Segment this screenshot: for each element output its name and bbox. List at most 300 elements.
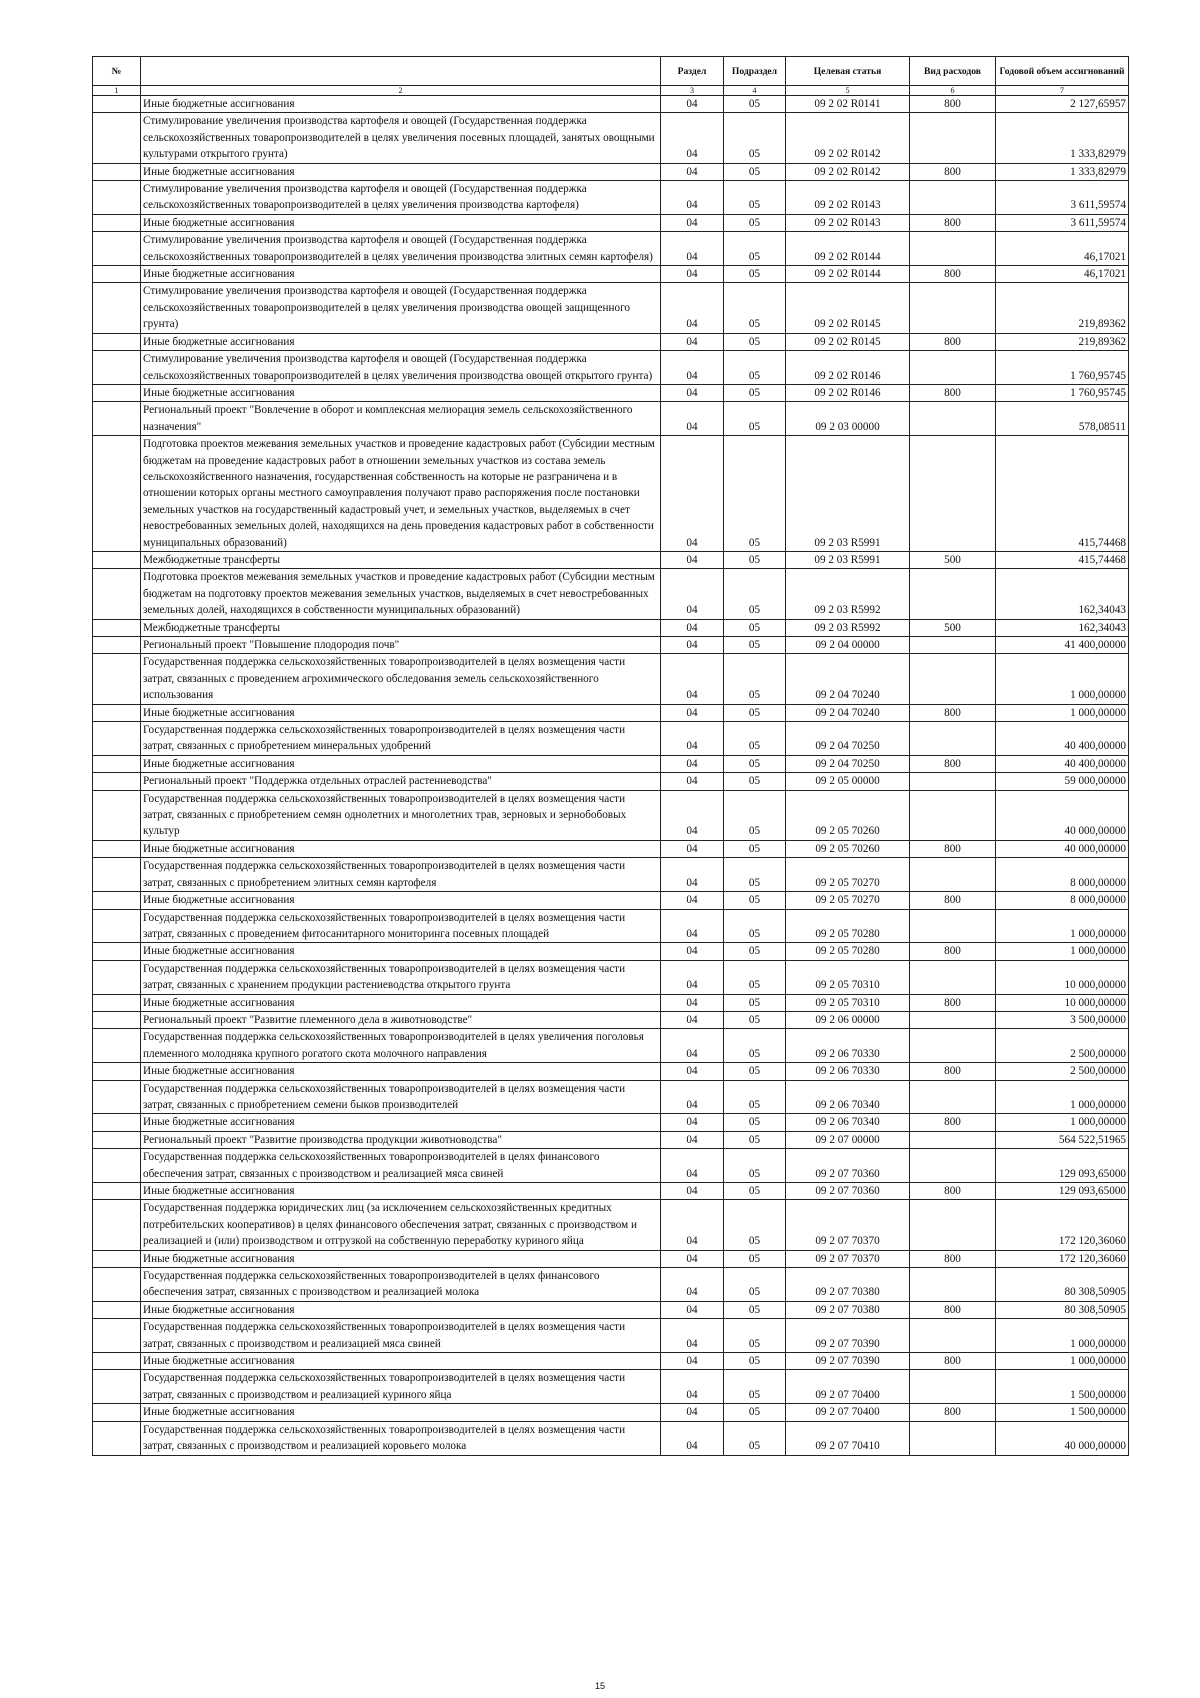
amount-cell: 8 000,00000: [996, 892, 1129, 909]
target-article-cell: 09 2 02 R0145: [786, 283, 910, 333]
row-number-cell: [93, 113, 141, 163]
amount-cell: 2 127,65957: [996, 96, 1129, 113]
podrazdel-cell: 05: [724, 551, 786, 568]
row-number-cell: [93, 755, 141, 772]
expense-type-cell: [910, 1131, 996, 1148]
table-row: [93, 333, 1129, 350]
target-article-cell: 09 2 02 R0141: [786, 96, 910, 113]
podrazdel-cell: 05: [724, 722, 786, 756]
table-row: [93, 790, 1129, 840]
amount-cell: 219,89362: [996, 283, 1129, 333]
expense-type-cell: [910, 790, 996, 840]
amount-cell: 129 093,65000: [996, 1183, 1129, 1200]
podrazdel-cell: 05: [724, 840, 786, 857]
expense-type-cell: 800: [910, 96, 996, 113]
description-cell: Иные бюджетные ассигнования: [141, 266, 661, 283]
target-article-cell: 09 2 02 R0142: [786, 163, 910, 180]
target-article-cell: 09 2 05 70310: [786, 960, 910, 994]
razdel-cell: 04: [661, 637, 724, 654]
description-cell: Иные бюджетные ассигнования: [141, 1063, 661, 1080]
razdel-cell: 04: [661, 994, 724, 1011]
target-article-cell: 09 2 03 R5992: [786, 619, 910, 636]
description-cell: Стимулирование увеличения производства картофеля и овощей (Государственная поддержка сельскохозяйственных товаропроизводителей в целях увеличения производства картофеля): [141, 181, 661, 215]
row-number-cell: [93, 1183, 141, 1200]
target-article-cell: 09 2 04 70240: [786, 704, 910, 721]
row-number-cell: [93, 790, 141, 840]
razdel-cell: 04: [661, 1114, 724, 1131]
razdel-cell: 04: [661, 1301, 724, 1318]
row-number-cell: [93, 654, 141, 704]
row-number-cell: [93, 943, 141, 960]
podrazdel-cell: 05: [724, 1370, 786, 1404]
table-row: [93, 163, 1129, 180]
target-article-cell: 09 2 07 70400: [786, 1404, 910, 1421]
expense-type-cell: [910, 1319, 996, 1353]
amount-cell: 578,08511: [996, 402, 1129, 436]
table-row: [93, 96, 1129, 113]
razdel-cell: 04: [661, 619, 724, 636]
amount-cell: 1 000,00000: [996, 943, 1129, 960]
razdel-cell: 04: [661, 704, 724, 721]
row-number-cell: [93, 1319, 141, 1353]
amount-cell: 415,74468: [996, 551, 1129, 568]
column-number: 2: [141, 86, 661, 96]
amount-cell: 415,74468: [996, 436, 1129, 552]
column-number: 6: [910, 86, 996, 96]
row-number-cell: [93, 1114, 141, 1131]
table-row: [93, 960, 1129, 994]
row-number-cell: [93, 551, 141, 568]
header-razdel: Раздел: [661, 57, 724, 86]
expense-type-cell: [910, 351, 996, 385]
row-number-cell: [93, 994, 141, 1011]
razdel-cell: 04: [661, 960, 724, 994]
row-number-cell: [93, 1200, 141, 1250]
target-article-cell: 09 2 05 00000: [786, 773, 910, 790]
target-article-cell: 09 2 05 70270: [786, 858, 910, 892]
target-article-cell: 09 2 05 70280: [786, 943, 910, 960]
expense-type-cell: 800: [910, 163, 996, 180]
target-article-cell: 09 2 07 70390: [786, 1319, 910, 1353]
amount-cell: 59 000,00000: [996, 773, 1129, 790]
amount-cell: 46,17021: [996, 232, 1129, 266]
podrazdel-cell: 05: [724, 1353, 786, 1370]
row-number-cell: [93, 1011, 141, 1028]
expense-type-cell: 800: [910, 1063, 996, 1080]
podrazdel-cell: 05: [724, 1421, 786, 1455]
target-article-cell: 09 2 02 R0145: [786, 333, 910, 350]
amount-cell: 172 120,36060: [996, 1200, 1129, 1250]
table-row: [93, 1200, 1129, 1250]
column-number: 5: [786, 86, 910, 96]
expense-type-cell: [910, 232, 996, 266]
row-number-cell: [93, 840, 141, 857]
expense-type-cell: 500: [910, 619, 996, 636]
target-article-cell: 09 2 05 70280: [786, 909, 910, 943]
target-article-cell: 09 2 02 R0143: [786, 214, 910, 231]
description-cell: Подготовка проектов межевания земельных участков и проведение кадастровых работ (Субсидии местным бюджетам на подготовку проектов межевания земельных участков, выделяемых в счет невостребованных земельных долей, находящихся в собственности муниципальных образований): [141, 569, 661, 619]
razdel-cell: 04: [661, 1149, 724, 1183]
expense-type-cell: 800: [910, 994, 996, 1011]
description-cell: Государственная поддержка сельскохозяйственных товаропроизводителей в целях возмещения части затрат, связанных с производством и реализацией коровьего молока: [141, 1421, 661, 1455]
table-row: [93, 1319, 1129, 1353]
header-no: №: [93, 57, 141, 86]
description-cell: Иные бюджетные ассигнования: [141, 384, 661, 401]
expense-type-cell: [910, 960, 996, 994]
expense-type-cell: 500: [910, 551, 996, 568]
row-number-cell: [93, 283, 141, 333]
podrazdel-cell: 05: [724, 1149, 786, 1183]
description-cell: Государственная поддержка сельскохозяйственных товаропроизводителей в целях возмещения части затрат, связанных с проведением агрохимического обследования земель сельскохозяйственного использования: [141, 654, 661, 704]
description-cell: Стимулирование увеличения производства картофеля и овощей (Государственная поддержка сельскохозяйственных товаропроизводителей в целях увеличения производства элитных семян картофеля): [141, 232, 661, 266]
target-article-cell: 09 2 06 70330: [786, 1029, 910, 1063]
podrazdel-cell: 05: [724, 1268, 786, 1302]
podrazdel-cell: 05: [724, 1250, 786, 1267]
target-article-cell: 09 2 02 R0144: [786, 266, 910, 283]
row-number-cell: [93, 637, 141, 654]
amount-cell: 40 400,00000: [996, 755, 1129, 772]
podrazdel-cell: 05: [724, 351, 786, 385]
expense-type-cell: [910, 1029, 996, 1063]
table-row: [93, 773, 1129, 790]
header-target-article: Целевая статья: [786, 57, 910, 86]
amount-cell: 219,89362: [996, 333, 1129, 350]
table-row: [93, 1421, 1129, 1455]
column-number: 1: [93, 86, 141, 96]
description-cell: Межбюджетные трансферты: [141, 551, 661, 568]
podrazdel-cell: 05: [724, 402, 786, 436]
amount-cell: 10 000,00000: [996, 994, 1129, 1011]
table-row: [93, 1353, 1129, 1370]
razdel-cell: 04: [661, 790, 724, 840]
podrazdel-cell: 05: [724, 858, 786, 892]
amount-cell: 1 760,95745: [996, 351, 1129, 385]
podrazdel-cell: 05: [724, 1301, 786, 1318]
target-article-cell: 09 2 02 R0142: [786, 113, 910, 163]
razdel-cell: 04: [661, 1183, 724, 1200]
razdel-cell: 04: [661, 1080, 724, 1114]
razdel-cell: 04: [661, 840, 724, 857]
description-cell: Региональный проект "Развитие племенного дела в животноводстве": [141, 1011, 661, 1028]
expense-type-cell: [910, 858, 996, 892]
description-cell: Иные бюджетные ассигнования: [141, 333, 661, 350]
amount-cell: 1 000,00000: [996, 909, 1129, 943]
table-row: [93, 266, 1129, 283]
amount-cell: 1 000,00000: [996, 1114, 1129, 1131]
podrazdel-cell: 05: [724, 384, 786, 401]
expense-type-cell: [910, 654, 996, 704]
row-number-cell: [93, 1268, 141, 1302]
description-cell: Государственная поддержка сельскохозяйственных товаропроизводителей в целях возмещения части затрат, связанных с приобретением элитных семян картофеля: [141, 858, 661, 892]
table-row: [93, 436, 1129, 552]
razdel-cell: 04: [661, 1404, 724, 1421]
podrazdel-cell: 05: [724, 1131, 786, 1148]
podrazdel-cell: 05: [724, 892, 786, 909]
expense-type-cell: 800: [910, 1404, 996, 1421]
table-row: [93, 704, 1129, 721]
description-cell: Государственная поддержка юридических лиц (за исключением сельскохозяйственных кредитных потребительских кооперативов) в целях финансового обеспечения затрат, связанных с производством и реализацией и (или) производством и отгрузкой на собственную переработку куриного яйца: [141, 1200, 661, 1250]
podrazdel-cell: 05: [724, 1183, 786, 1200]
podrazdel-cell: 05: [724, 569, 786, 619]
description-cell: Региональный проект "Поддержка отдельных отраслей растениеводства": [141, 773, 661, 790]
table-row: [93, 1250, 1129, 1267]
amount-cell: 10 000,00000: [996, 960, 1129, 994]
row-number-cell: [93, 722, 141, 756]
target-article-cell: 09 2 07 70390: [786, 1353, 910, 1370]
expense-type-cell: [910, 1268, 996, 1302]
amount-cell: 3 500,00000: [996, 1011, 1129, 1028]
razdel-cell: 04: [661, 755, 724, 772]
target-article-cell: 09 2 07 70380: [786, 1268, 910, 1302]
razdel-cell: 04: [661, 351, 724, 385]
amount-cell: 2 500,00000: [996, 1029, 1129, 1063]
razdel-cell: 04: [661, 1268, 724, 1302]
row-number-cell: [93, 1250, 141, 1267]
target-article-cell: 09 2 03 R5991: [786, 436, 910, 552]
row-number-cell: [93, 1404, 141, 1421]
description-cell: Региональный проект "Развитие производства продукции животноводства": [141, 1131, 661, 1148]
expense-type-cell: [910, 569, 996, 619]
target-article-cell: 09 2 06 00000: [786, 1011, 910, 1028]
description-cell: Межбюджетные трансферты: [141, 619, 661, 636]
podrazdel-cell: 05: [724, 773, 786, 790]
row-number-cell: [93, 909, 141, 943]
expense-type-cell: 800: [910, 384, 996, 401]
podrazdel-cell: 05: [724, 994, 786, 1011]
target-article-cell: 09 2 02 R0144: [786, 232, 910, 266]
razdel-cell: 04: [661, 1029, 724, 1063]
amount-cell: 1 500,00000: [996, 1404, 1129, 1421]
description-cell: Государственная поддержка сельскохозяйственных товаропроизводителей в целях возмещения части затрат, связанных с приобретением минеральных удобрений: [141, 722, 661, 756]
amount-cell: 129 093,65000: [996, 1149, 1129, 1183]
podrazdel-cell: 05: [724, 755, 786, 772]
table-row: [93, 232, 1129, 266]
description-cell: Стимулирование увеличения производства картофеля и овощей (Государственная поддержка сельскохозяйственных товаропроизводителей в целях увеличения производства овощей защищенного грунта): [141, 283, 661, 333]
row-number-cell: [93, 96, 141, 113]
expense-type-cell: [910, 1421, 996, 1455]
amount-cell: 40 400,00000: [996, 722, 1129, 756]
expense-type-cell: [910, 909, 996, 943]
expense-type-cell: [910, 1149, 996, 1183]
table-row: [93, 1029, 1129, 1063]
amount-cell: 1 760,95745: [996, 384, 1129, 401]
razdel-cell: 04: [661, 384, 724, 401]
razdel-cell: 04: [661, 402, 724, 436]
podrazdel-cell: 05: [724, 1200, 786, 1250]
table-row: [93, 569, 1129, 619]
razdel-cell: 04: [661, 214, 724, 231]
table-row: [93, 1011, 1129, 1028]
amount-cell: 1 333,82979: [996, 163, 1129, 180]
amount-cell: 162,34043: [996, 569, 1129, 619]
target-article-cell: 09 2 07 70380: [786, 1301, 910, 1318]
table-row: [93, 1131, 1129, 1148]
podrazdel-cell: 05: [724, 283, 786, 333]
razdel-cell: 04: [661, 569, 724, 619]
podrazdel-cell: 05: [724, 1114, 786, 1131]
table-row: [93, 858, 1129, 892]
expense-type-cell: [910, 1370, 996, 1404]
table-row: [93, 113, 1129, 163]
expense-type-cell: 800: [910, 214, 996, 231]
row-number-cell: [93, 333, 141, 350]
table-row: [93, 551, 1129, 568]
podrazdel-cell: 05: [724, 909, 786, 943]
amount-cell: 172 120,36060: [996, 1250, 1129, 1267]
table-row: [93, 351, 1129, 385]
razdel-cell: 04: [661, 1131, 724, 1148]
table-row: [93, 943, 1129, 960]
razdel-cell: 04: [661, 333, 724, 350]
row-number-cell: [93, 773, 141, 790]
podrazdel-cell: 05: [724, 436, 786, 552]
row-number-cell: [93, 1080, 141, 1114]
expense-type-cell: 800: [910, 704, 996, 721]
podrazdel-cell: 05: [724, 619, 786, 636]
target-article-cell: 09 2 05 70260: [786, 790, 910, 840]
target-article-cell: 09 2 04 70240: [786, 654, 910, 704]
podrazdel-cell: 05: [724, 113, 786, 163]
description-cell: Иные бюджетные ассигнования: [141, 1353, 661, 1370]
amount-cell: 1 000,00000: [996, 1319, 1129, 1353]
razdel-cell: 04: [661, 1063, 724, 1080]
budget-table: [92, 56, 1129, 1456]
row-number-cell: [93, 1370, 141, 1404]
expense-type-cell: 800: [910, 1183, 996, 1200]
target-article-cell: 09 2 04 00000: [786, 637, 910, 654]
expense-type-cell: 800: [910, 1353, 996, 1370]
table-row: [93, 654, 1129, 704]
target-article-cell: 09 2 03 R5991: [786, 551, 910, 568]
target-article-cell: 09 2 05 70310: [786, 994, 910, 1011]
razdel-cell: 04: [661, 1421, 724, 1455]
amount-cell: 2 500,00000: [996, 1063, 1129, 1080]
target-article-cell: 09 2 02 R0146: [786, 384, 910, 401]
row-number-cell: [93, 704, 141, 721]
expense-type-cell: [910, 283, 996, 333]
table-row: [93, 1114, 1129, 1131]
amount-cell: 3 611,59574: [996, 214, 1129, 231]
expense-type-cell: [910, 113, 996, 163]
target-article-cell: 09 2 06 70340: [786, 1080, 910, 1114]
podrazdel-cell: 05: [724, 1080, 786, 1114]
row-number-cell: [93, 960, 141, 994]
amount-cell: 40 000,00000: [996, 790, 1129, 840]
amount-cell: 1 000,00000: [996, 654, 1129, 704]
row-number-cell: [93, 402, 141, 436]
expense-type-cell: [910, 436, 996, 552]
description-cell: Государственная поддержка сельскохозяйственных товаропроизводителей в целях возмещения части затрат, связанных с приобретением семени быков производителей: [141, 1080, 661, 1114]
table-row: [93, 994, 1129, 1011]
row-number-cell: [93, 351, 141, 385]
row-number-cell: [93, 1029, 141, 1063]
razdel-cell: 04: [661, 773, 724, 790]
description-cell: Государственная поддержка сельскохозяйственных товаропроизводителей в целях финансового обеспечения затрат, связанных с производством и реализацией мяса свиней: [141, 1149, 661, 1183]
row-number-cell: [93, 569, 141, 619]
description-cell: Государственная поддержка сельскохозяйственных товаропроизводителей в целях увеличения поголовья племенного молодняка крупного рогатого скота молочного направления: [141, 1029, 661, 1063]
expense-type-cell: [910, 722, 996, 756]
row-number-cell: [93, 181, 141, 215]
razdel-cell: 04: [661, 1319, 724, 1353]
amount-cell: 46,17021: [996, 266, 1129, 283]
target-article-cell: 09 2 07 70360: [786, 1183, 910, 1200]
target-article-cell: 09 2 05 70270: [786, 892, 910, 909]
razdel-cell: 04: [661, 909, 724, 943]
target-article-cell: 09 2 03 00000: [786, 402, 910, 436]
razdel-cell: 04: [661, 654, 724, 704]
column-number-row: [93, 86, 1129, 96]
podrazdel-cell: 05: [724, 1029, 786, 1063]
table-row: [93, 1149, 1129, 1183]
description-cell: Государственная поддержка сельскохозяйственных товаропроизводителей в целях возмещения части затрат, связанных с приобретением семян однолетних и многолетних трав, зерновых и зернобобовых культур: [141, 790, 661, 840]
razdel-cell: 04: [661, 96, 724, 113]
expense-type-cell: [910, 1011, 996, 1028]
podrazdel-cell: 05: [724, 1404, 786, 1421]
target-article-cell: 09 2 03 R5992: [786, 569, 910, 619]
podrazdel-cell: 05: [724, 1319, 786, 1353]
description-cell: Подготовка проектов межевания земельных участков и проведение кадастровых работ (Субсидии местным бюджетам на проведение кадастровых работ в отношении земельных участков из состава земель сельскохозяйственного назначения, государственная собственность на которые не разграничена и в отношении которых органы местного самоуправления получают право распоряжения после постановки земельных участков на государственный кадастровый учет, и земельных участков, выделяемых в счет невостребованных земельных долей, находящихся на день проведения кадастровых работ в собственности муниципальных образований): [141, 436, 661, 552]
description-cell: Стимулирование увеличения производства картофеля и овощей (Государственная поддержка сельскохозяйственных товаропроизводителей в целях увеличения производства овощей открытого грунта): [141, 351, 661, 385]
description-cell: Иные бюджетные ассигнования: [141, 994, 661, 1011]
description-cell: Государственная поддержка сельскохозяйственных товаропроизводителей в целях финансового обеспечения затрат, связанных с производством и реализацией молока: [141, 1268, 661, 1302]
podrazdel-cell: 05: [724, 232, 786, 266]
header-annual-volume: Годовой объем ассигнований: [996, 57, 1129, 86]
razdel-cell: 04: [661, 283, 724, 333]
amount-cell: 1 000,00000: [996, 1080, 1129, 1114]
expense-type-cell: 800: [910, 333, 996, 350]
row-number-cell: [93, 619, 141, 636]
podrazdel-cell: 05: [724, 1063, 786, 1080]
target-article-cell: 09 2 07 70410: [786, 1421, 910, 1455]
expense-type-cell: 800: [910, 892, 996, 909]
column-number: 4: [724, 86, 786, 96]
row-number-cell: [93, 1301, 141, 1318]
razdel-cell: 04: [661, 113, 724, 163]
row-number-cell: [93, 1353, 141, 1370]
amount-cell: 80 308,50905: [996, 1268, 1129, 1302]
razdel-cell: 04: [661, 266, 724, 283]
table-row: [93, 1080, 1129, 1114]
target-article-cell: 09 2 06 70340: [786, 1114, 910, 1131]
amount-cell: 40 000,00000: [996, 840, 1129, 857]
expense-type-cell: 800: [910, 943, 996, 960]
target-article-cell: 09 2 07 70370: [786, 1250, 910, 1267]
description-cell: Государственная поддержка сельскохозяйственных товаропроизводителей в целях возмещения части затрат, связанных с производством и реализацией мяса свиней: [141, 1319, 661, 1353]
podrazdel-cell: 05: [724, 333, 786, 350]
podrazdel-cell: 05: [724, 181, 786, 215]
expense-type-cell: [910, 1200, 996, 1250]
table-row: [93, 619, 1129, 636]
header-expense-type: Вид расходов: [910, 57, 996, 86]
podrazdel-cell: 05: [724, 704, 786, 721]
table-row: [93, 384, 1129, 401]
description-cell: Иные бюджетные ассигнования: [141, 704, 661, 721]
razdel-cell: 04: [661, 436, 724, 552]
target-article-cell: 09 2 04 70250: [786, 755, 910, 772]
podrazdel-cell: 05: [724, 637, 786, 654]
header-description: [141, 57, 661, 86]
row-number-cell: [93, 232, 141, 266]
description-cell: Региональный проект "Вовлечение в оборот и комплексная мелиорация земель сельскохозяйственного назначения": [141, 402, 661, 436]
description-cell: Государственная поддержка сельскохозяйственных товаропроизводителей в целях возмещения части затрат, связанных с производством и реализацией куриного яйца: [141, 1370, 661, 1404]
target-article-cell: 09 2 07 70360: [786, 1149, 910, 1183]
razdel-cell: 04: [661, 551, 724, 568]
expense-type-cell: [910, 1080, 996, 1114]
table-row: [93, 402, 1129, 436]
row-number-cell: [93, 384, 141, 401]
expense-type-cell: 800: [910, 266, 996, 283]
amount-cell: 564 522,51965: [996, 1131, 1129, 1148]
